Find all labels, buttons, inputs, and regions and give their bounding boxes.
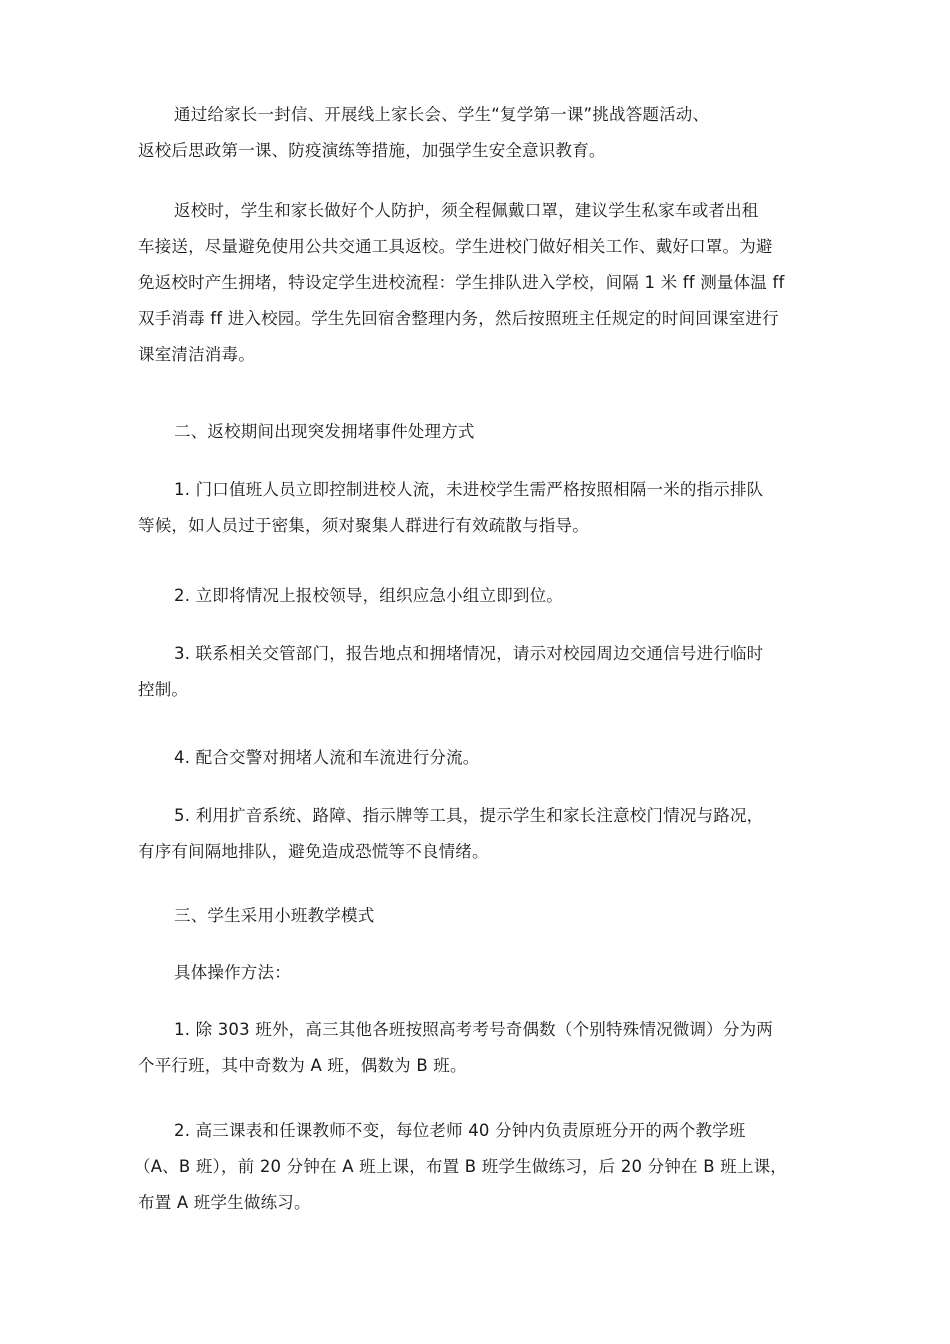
text-line: 返校时，学生和家长做好个人防护，须全程佩戴口罩，建议学生私家车或者出租 [174, 201, 759, 220]
text-line: 布置 A 班学生做练习。 [138, 1193, 311, 1212]
text-line: 等候，如人员过于密集，须对聚集人群进行有效疏散与指导。 [138, 516, 589, 535]
list-item-method-2 [134, 1113, 828, 1221]
text-line: 有序有间隔地排队，避免造成恐慌等不良情绪。 [138, 842, 489, 861]
list-item-congestion-5 [138, 798, 828, 870]
list-item-congestion-2 [138, 578, 828, 614]
text-line: 双手消毒 ff 进入校园。学生先回宿舍整理内务，然后按照班主任规定的时间回课室进行 [138, 309, 779, 328]
list-item-congestion-4 [138, 740, 828, 776]
text-line: 课室清洁消毒。 [138, 345, 255, 364]
text-line: （A、B 班），前 20 分钟在 A 班上课，布置 B 班学生做练习，后 20 分钟在 B 班上课， [134, 1157, 787, 1176]
heading-text: 三、学生采用小班教学模式 [174, 906, 375, 925]
paragraph-return-procedure [138, 193, 828, 373]
text-line: 2. 高三课表和任课教师不变，每位老师 40 分钟内负责原班分开的两个教学班 [174, 1121, 746, 1140]
list-item-method-1 [138, 1012, 828, 1084]
subheading-text: 具体操作方法： [174, 963, 291, 982]
subheading-methods [138, 955, 828, 991]
text-line: 3. 联系相关交管部门，报告地点和拥堵情况，请示对校园周边交通信号进行临时 [174, 644, 764, 663]
text-line: 5. 利用扩音系统、路障、指示牌等工具，提示学生和家长注意校门情况与路况， [174, 806, 764, 825]
text-line: 个平行班，其中奇数为 A 班，偶数为 B 班。 [138, 1056, 467, 1075]
heading-text: 二、返校期间出现突发拥堵事件处理方式 [174, 422, 475, 441]
text-line: 1. 门口值班人员立即控制进校人流，未进校学生需严格按照相隔一米的指示排队 [174, 480, 764, 499]
text-line: 2. 立即将情况上报校领导，组织应急小组立即到位。 [174, 586, 563, 605]
list-item-congestion-1 [138, 472, 828, 544]
text-line: 4. 配合交警对拥堵人流和车流进行分流。 [174, 748, 480, 767]
section-heading-congestion [138, 414, 828, 450]
text-line: 返校后思政第一课、防疫演练等措施，加强学生安全意识教育。 [138, 141, 606, 160]
list-item-congestion-3 [138, 636, 828, 708]
text-line: 控制。 [138, 680, 189, 699]
text-line: 1. 除 303 班外，高三其他各班按照高考考号奇偶数（个别特殊情况微调）分为两 [174, 1020, 773, 1039]
text-line: 车接送，尽量避免使用公共交通工具返校。学生进校门做好相关工作、戴好口罩。为避 [138, 237, 773, 256]
section-heading-small-class [138, 898, 828, 934]
text-line: 通过给家长一封信、开展线上家长会、学生“复学第一课”挑战答题活动、 [174, 105, 710, 124]
paragraph-safety-education [138, 97, 828, 169]
text-line: 免返校时产生拥堵，特设定学生进校流程：学生排队进入学校，间隔 1 米 ff 测量体温 ff [138, 273, 785, 292]
